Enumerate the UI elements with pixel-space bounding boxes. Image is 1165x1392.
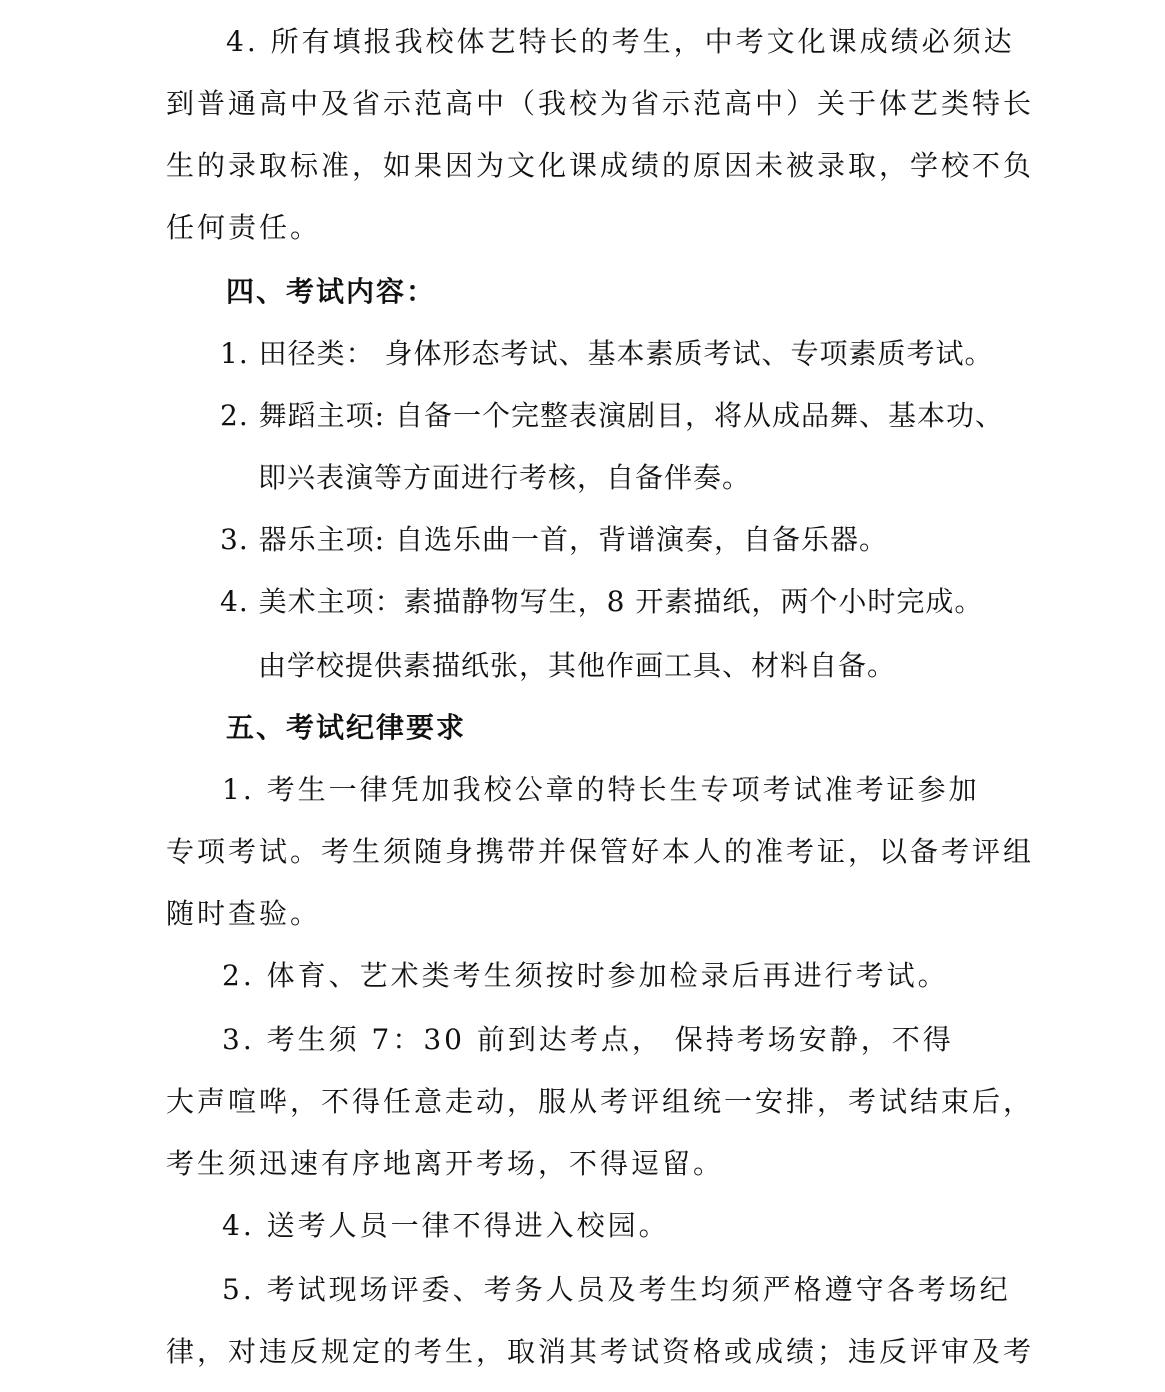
section-heading: 四、考试内容： <box>226 275 437 308</box>
paragraph-line: 3. 考生须 7：30 前到达考点， 保持考场安静，不得 <box>222 1023 954 1056</box>
paragraph-line: 律，对违反规定的考生，取消其考试资格或成绩；违反评审及考 <box>166 1335 1035 1368</box>
paragraph-line: 生的录取标准，如果因为文化课成绩的原因未被录取，学校不负 <box>166 149 1035 182</box>
paragraph-line: 4. 送考人员一律不得进入校园。 <box>222 1209 670 1242</box>
paragraph-line: 大声喧哗，不得任意走动，服从考评组统一安排，考试结束后， <box>166 1085 1035 1118</box>
list-item: 2. 舞蹈主项: 自备一个完整表演剧目，将从成品舞、基本功、 <box>220 399 1004 432</box>
list-item: 4. 美术主项：素描静物写生，8 开素描纸，两个小时完成。 <box>220 585 984 618</box>
paragraph-line: 到普通高中及省示范高中（我校为省示范高中）关于体艺类特长 <box>166 87 1035 120</box>
paragraph-line: 2. 体育、艺术类考生须按时参加检录后再进行考试。 <box>222 959 949 992</box>
list-item: 3. 器乐主项: 自选乐曲一首，背谱演奏，自备乐器。 <box>220 523 888 556</box>
section-heading: 五、考试纪律要求 <box>226 711 467 744</box>
list-item: 1. 田径类： 身体形态考试、基本素质考试、专项素质考试。 <box>220 337 994 370</box>
paragraph-line: 5. 考试现场评委、考务人员及考生均须严格遵守各考场纪 <box>222 1273 1011 1306</box>
paragraph-line: 专项考试。考生须随身携带并保管好本人的准考证，以备考评组 <box>166 835 1035 868</box>
list-item-continuation: 由学校提供素描纸张，其他作画工具、材料自备。 <box>258 649 897 682</box>
paragraph-line: 4. 所有填报我校体艺特长的考生，中考文化课成绩必须达 <box>226 25 1015 58</box>
paragraph-line: 1. 考生一律凭加我校公章的特长生专项考试准考证参加 <box>222 773 980 806</box>
paragraph-line: 随时查验。 <box>166 897 322 930</box>
paragraph-line: 任何责任。 <box>166 211 322 244</box>
list-item-continuation: 即兴表演等方面进行考核，自备伴奏。 <box>258 461 752 494</box>
paragraph-line: 考生须迅速有序地离开考场，不得逗留。 <box>166 1147 725 1180</box>
